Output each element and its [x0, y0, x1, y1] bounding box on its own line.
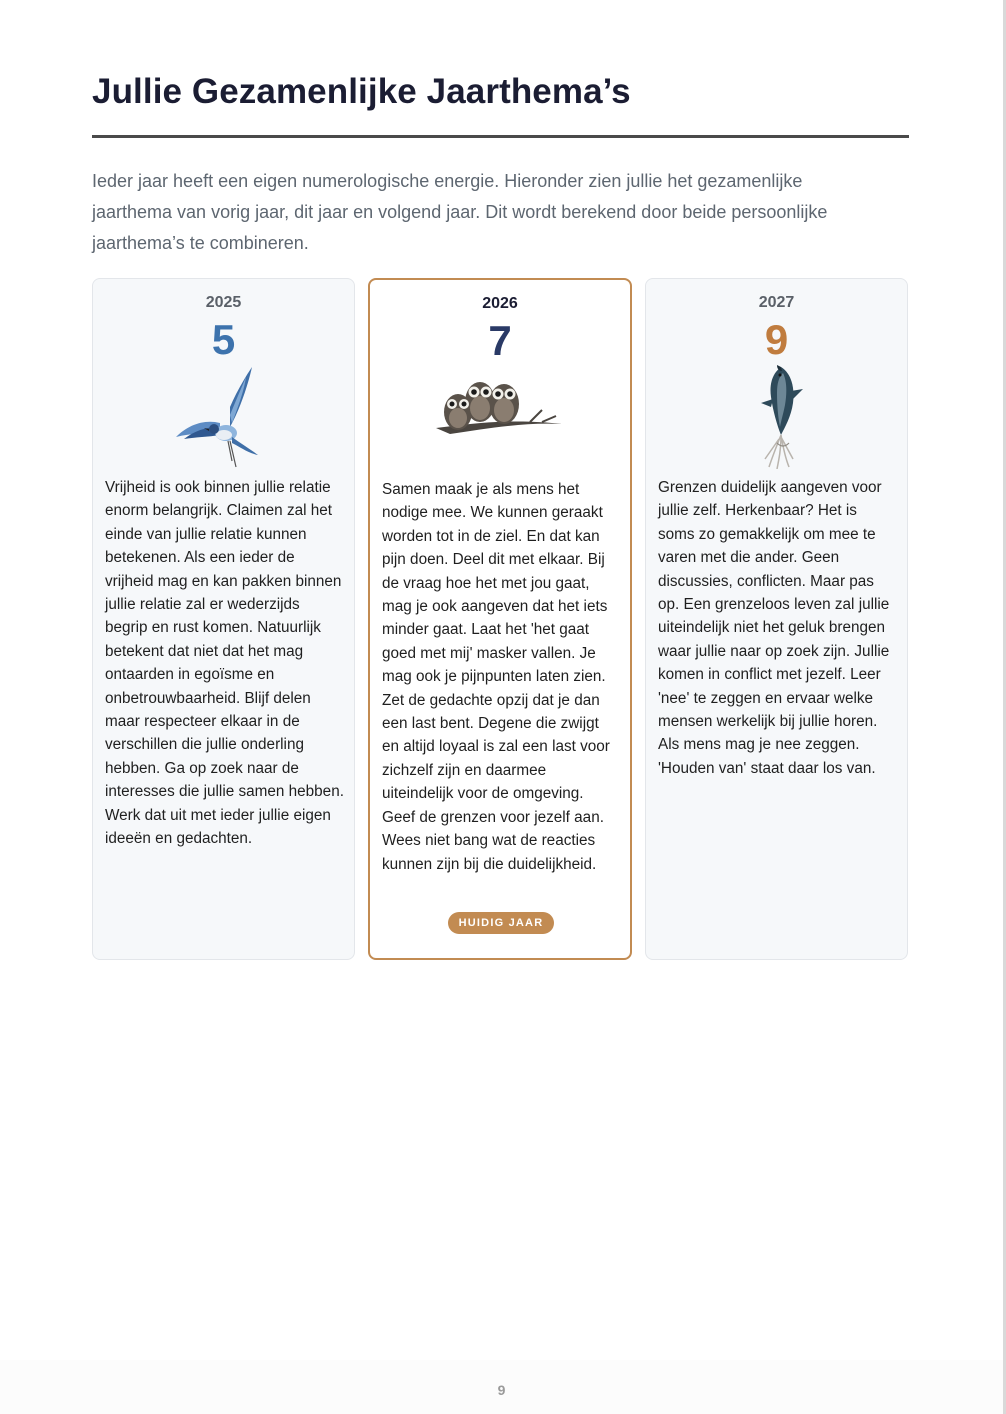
card-number: 5 — [211, 316, 236, 363]
intro-paragraph: Ieder jaar heeft een eigen numerologische energie. Hieronder zien jullie het gezamenlijke jaarthema van vorig jaar, dit jaar en volgend jaar. Dit wordt berekend door beide persoonlijke jaarthema’s te combineren. — [92, 171, 828, 253]
card-year: 2027 — [758, 294, 795, 311]
card-number: 9 — [764, 316, 789, 363]
bird-icon — [93, 363, 354, 469]
dolphin-icon — [646, 363, 907, 469]
page-title: Jullie Gezamenlijke Jaarthema’s — [92, 72, 631, 111]
card-year: 2026 — [482, 295, 518, 312]
card-number: 7 — [488, 317, 512, 364]
year-card-previous — [92, 278, 355, 960]
owls-icon — [370, 364, 630, 470]
card-description: Samen maak je als mens het nodige mee. We kunnen geraakt worden tot in de ziel. En dat kan pijn doen. Deel dit met elkaar. Bij de vraag hoe het met jou gaat, mag je ook aangeven dat het iets minder gaat. Laat het 'het gaat goed met mij' masker vallen. Je mag ook je pijnpunten laten zien. Zet de gedachte opzij dat je dan een last bent. Degene die zwijgt en altijd loyaal is zal een last voor zichzelf zijn en daarmee uiteindelijk voor de omgeving. Geef de grenzen voor jezelf aan. Wees niet bang wat de reacties kunnen zijn bij die duidelijkheid. — [382, 481, 610, 873]
card-description: Vrijheid is ook binnen jullie relatie enorm belangrijk. Claimen zal het einde van jullie relatie kunnen betekenen. Als een ieder de vrijheid mag en kan pakken binnen jullie relatie zal er wederzijds begrip en rust komen. Natuurlijk betekent dat niet dat het mag ontaarden in egoïsme en onbetrouwbaarheid. Blijf delen maar respecteer elkaar in de verschillen die jullie onderling hebben. Ga op zoek naar de interesses die jullie samen hebben. Werk dat uit met ieder jullie eigen ideeën en gedachten. — [105, 479, 344, 848]
year-card-current — [368, 278, 632, 960]
card-description: Grenzen duidelijk aangeven voor jullie zelf. Herkenbaar? Het is soms zo gemakkelijk om mee te varen met die ander. Geen discussies, conflicten. Maar pas op. Een grenzeloos leven zal jullie uiteindelijk niet het geluk brengen waar jullie naar op zoek zijn. Jullie komen in conflict met jezelf. Leer 'nee' te zeggen en ervaar welke mensen werkelijk bij jullie horen. Als mens mag je nee zeggen. 'Houden van' staat daar los van. — [658, 479, 890, 777]
current-year-badge: HUIDIG JAAR — [448, 912, 554, 934]
year-card-next — [645, 278, 908, 960]
title-divider — [92, 135, 909, 138]
page-number: 9 — [497, 1382, 506, 1398]
card-year: 2025 — [205, 294, 242, 311]
